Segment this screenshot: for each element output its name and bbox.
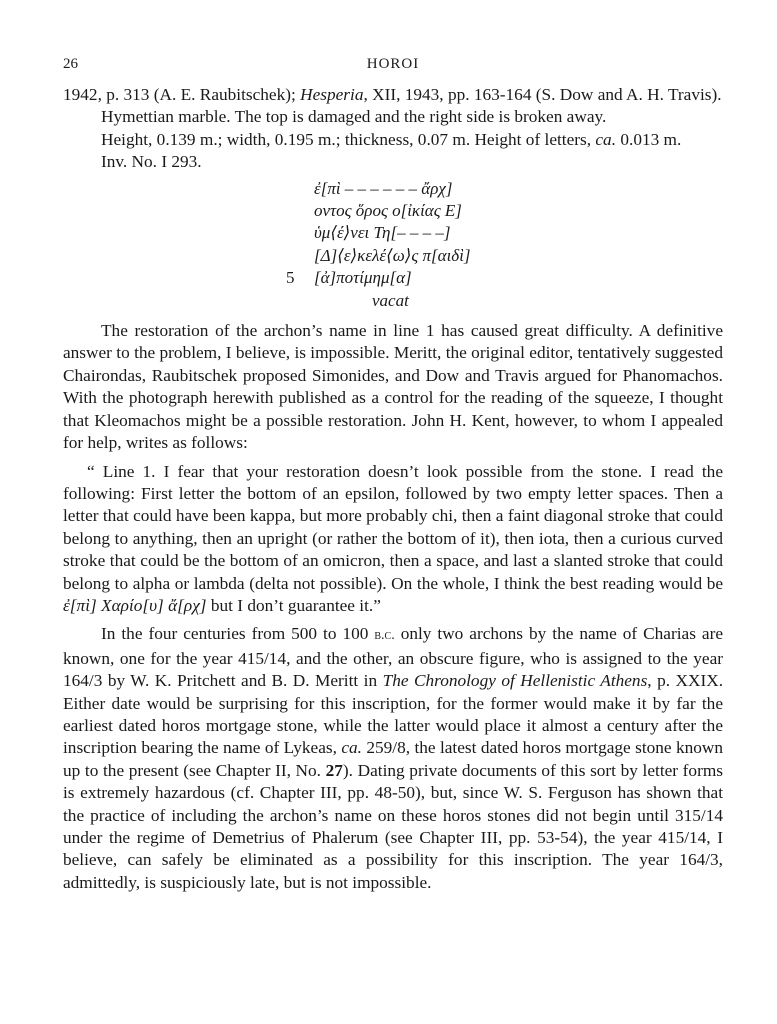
inscription-line-text: [ἀ]ποτίμημ[α] (314, 268, 412, 288)
kent-quote-paragraph (63, 461, 723, 618)
archons-text-e: ). Dating private documents of this sort by letter forms is extremely hazardous (cf. Chapter III, pp. 48-50), but, since W. S. Ferguson has shown that the practice of including the archon’s name on these horos stones did not begin until 315/14 under the regime of Demetrius of Phalerum (see Chapter III, pp. 53-54), the year 415/14, I believe, can safely be eliminated as a possibility for this inscription. The year 164/3, admittedly, is suspiciously late, but is not impossible. (63, 760, 723, 892)
dimensions-text-b: 0.013 m. (616, 129, 682, 149)
book-title: The Chronology of Hellenistic Athens (382, 671, 648, 691)
inscription-line-text: [Δ]⟨ε⟩κελέ⟨ω⟩ς π[αιδὶ] (314, 245, 471, 265)
dimensions-paragraph (63, 129, 723, 151)
archons-ca: ca. (341, 738, 362, 758)
inscription-vacat: vacat (372, 290, 409, 310)
inscription-line-text: ὑμ⟨έ⟩νει Τη[– – – –] (314, 223, 451, 243)
archons-paragraph (63, 623, 723, 894)
page-header (63, 56, 723, 80)
page-number: 26 (63, 56, 78, 72)
inscription-line (63, 200, 723, 222)
archons-text-d: 259/8, the latest dated horos mortgage stone known up to the present (see Chapter II, No. (63, 738, 724, 780)
chapter-number: 27 (325, 760, 343, 780)
inscription-line (63, 267, 723, 289)
restoration-paragraph: The restoration of the archon’s name in line 1 has caused great difficulty. A definitive answer to the problem, I believe, is impossible. Meritt, the original editor, tentatively suggested Chairondas, Raubitschek proposed Simonides, and Dow and Travis argued for Phanomachos. With the photograph herewith published as a control for the reading of the squeeze, I thought that Kleomachos might be a possible restoration. John H. Kent, however, to whom I appealed for help, writes as follows: (63, 321, 723, 453)
inscription-line-text: ἐ[πὶ – – – – – – ἄρχ] (314, 178, 453, 198)
inscription-line-text: οντος ὅρος ο[ἰκίας Ε] (314, 201, 462, 221)
dimensions-text-a: Height, 0.139 m.; width, 0.195 m.; thickness, 0.07 m. Height of letters, (101, 129, 596, 149)
inventory-paragraph: Inv. No. I 293. (101, 152, 202, 172)
inscription-block (63, 178, 723, 312)
inscription-line (63, 245, 723, 267)
archons-text-c: , p. XXIX. Either date would be surprising for this inscription, for the former would make it by far the earliest dated horos mortgage stone, while the latter would place it almost a century after the inscription bearing the name of Lykeas, (63, 671, 724, 758)
inscription-line (63, 222, 723, 244)
citation-text-a: 1942, p. 313 (A. E. Raubitschek); (63, 85, 301, 104)
inscription-line-number: 5 (286, 268, 295, 288)
citation-text-b: , XII, 1943, pp. 163-164 (S. Dow and A. H. Travis). (363, 85, 722, 104)
running-title: HOROI (366, 56, 420, 72)
archons-text-b: only two archons by the name of Charias are known, one for the year 415/14, and the other, an obscure figure, who is assigned to the year 164/3 by W. K. Pritchett and B. D. Meritt in (63, 624, 723, 691)
archons-text-a: In the four centuries from 500 to 100 (101, 624, 375, 644)
document-page (63, 56, 723, 894)
citation-paragraph (63, 84, 723, 106)
journal-title: Hesperia (300, 85, 364, 104)
inscription-line (63, 178, 723, 200)
quote-text-b: but I don’t guarantee it.” (206, 595, 381, 615)
archons-bc: b.c. (374, 628, 395, 644)
dimensions-ca: ca. (595, 129, 617, 149)
material-paragraph: Hymettian marble. The top is damaged and the right side is broken away. (101, 107, 607, 127)
quote-greek-reading: ἐ[πὶ] Χαρίο[υ] ἄ[ρχ] (63, 595, 207, 615)
quote-text-a: “ Line 1. I fear that your restoration doesn’t look possible from the stone. I read the following: First letter the bottom of an epsilon, followed by two empty letter spaces. Then a letter that could have been kappa, but more probably chi, then a faint diagonal stroke that could belong to anything, then an upright (or rather the bottom of it), then iota, then a curious curved stroke that could be the bottom of an omicron, then a space, and last a slanted stroke that could belong to alpha or lambda (delta not possible). On the whole, I think the best reading would be (63, 461, 723, 593)
